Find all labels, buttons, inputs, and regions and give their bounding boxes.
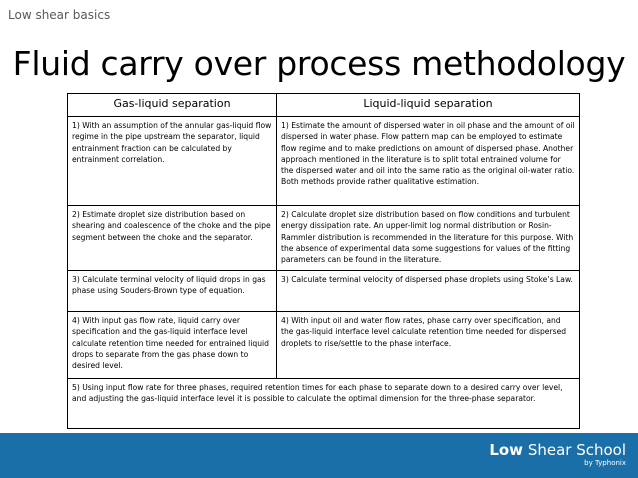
table-row [68,312,580,379]
header-label: Low shear basics [8,8,111,22]
cell-three-phase-step-5: 5) Using input flow rate for three phases, required retention times for each phase to separate down to a desired carry over level, and adjusting the gas-liquid interface level it is possible to calculate the optimal dimension for the three-phase separator. [68,379,580,429]
brand-name-bold: Low [489,441,524,459]
table-row [68,117,580,206]
cell-gas-liquid-step-3: 3) Calculate terminal velocity of liquid drops in gas phase using Souders-Brown type of equation. [68,271,277,312]
table-row [68,271,580,312]
slide-title: Fluid carry over process methodology [12,44,626,83]
cell-liquid-liquid-step-2: 2) Calculate droplet size distribution based on flow conditions and turbulent energy dissipation rate. An upper-limit log normal distribution or Rosin-Rammler distribution is recommended in the literature for this purpose. With the absence of experimental data some suggestions for values of the fitting parameters can be found in the literature. [277,206,580,271]
methodology-table [67,93,580,429]
table-row [68,206,580,271]
cell-liquid-liquid-step-1: 1) Estimate the amount of dispersed water in oil phase and the amount of oil dispersed in water phase. Flow pattern map can be employed to estimate flow regime and to make predictions on amount of dispersed phase. Another approach mentioned in the literature is to split total entrained volume for the dispersed water and oil into the same ratio as the original oil-water ratio. Both methods provide rather qualitative estimation. [277,117,580,206]
cell-gas-liquid-step-1: 1) With an assumption of the annular gas-liquid flow regime in the pipe upstream the separator, liquid entrainment fraction can be calculated by entrainment correlation. [68,117,277,206]
footer-bar [0,433,638,478]
brand-logo [489,442,626,468]
cell-gas-liquid-step-2: 2) Estimate droplet size distribution based on shearing and coalescence of the choke and the pipe segment between the choke and the separator. [68,206,277,271]
brand-name-rest: Shear School [523,441,626,459]
brand-tagline: by Typhonix [584,459,626,467]
header-liquid-liquid: Liquid-liquid separation [277,94,580,117]
brand-name [489,442,626,459]
cell-liquid-liquid-step-4: 4) With input oil and water flow rates, phase carry over specification, and the gas-liquid interface level calculate retention time needed for dispersed droplets to rise/settle to the phase interface. [277,312,580,379]
cell-liquid-liquid-step-3: 3) Calculate terminal velocity of dispersed phase droplets using Stoke’s Law. [277,271,580,312]
cell-gas-liquid-step-4: 4) With input gas flow rate, liquid carry over specification and the gas-liquid interface level calculate retention time needed for entrained liquid drops to separate from the gas phase down to desired level. [68,312,277,379]
table-header-row [68,94,580,117]
table-row [68,379,580,429]
header-gas-liquid: Gas-liquid separation [68,94,277,117]
